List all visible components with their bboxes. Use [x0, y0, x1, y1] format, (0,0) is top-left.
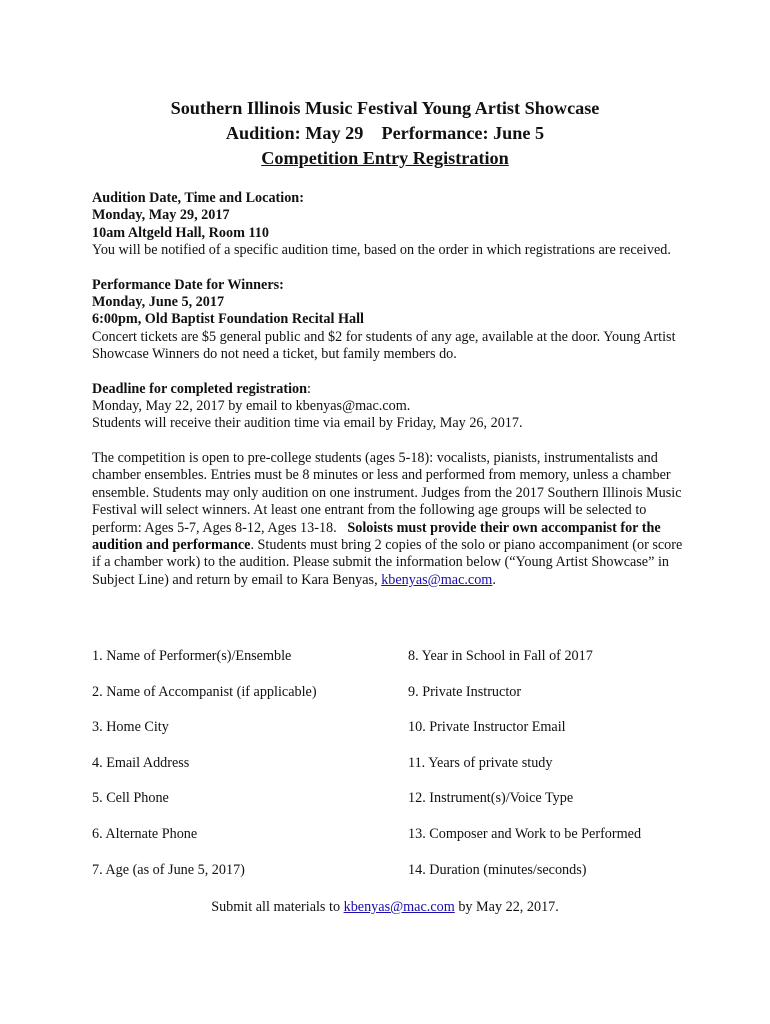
- field-label: 12. Instrument(s)/Voice Type: [408, 790, 574, 807]
- performance-note: Concert tickets are $5 general public and $2 for students of any age, available at the door. Young Artist Showcase Winners do not need a ticket, but family members do.: [92, 328, 676, 363]
- deadline-heading-line: [92, 381, 686, 398]
- audition-date: Monday, May 29, 2017: [92, 207, 230, 224]
- field-row: [92, 719, 692, 755]
- field-row: [92, 790, 692, 826]
- audition-place: 10am Altgeld Hall, Room 110: [92, 224, 269, 241]
- field-list: [92, 648, 692, 897]
- rules-end: .: [492, 571, 496, 588]
- deadline-line-2: Students will receive their audition time via email by Friday, May 26, 2017.: [92, 415, 523, 432]
- rules-paragraph: [92, 450, 686, 589]
- title-block: [0, 96, 770, 171]
- title-line-2: Audition: May 29 Performance: June 5: [225, 123, 545, 143]
- field-label: 14. Duration (minutes/seconds): [408, 861, 587, 878]
- field-label: 6. Alternate Phone: [92, 825, 198, 842]
- field-label: 11. Years of private study: [408, 754, 553, 771]
- audition-section: [92, 190, 686, 260]
- field-label: 10. Private Instructor Email: [408, 719, 566, 736]
- rules-bold: Soloists must provide their own accompanist for the audition and performance: [92, 519, 661, 553]
- field-label: 1. Name of Performer(s)/Ensemble: [92, 648, 292, 664]
- performance-place: 6:00pm, Old Baptist Foundation Recital Hall: [92, 311, 364, 328]
- deadline-colon: :: [307, 380, 311, 397]
- title-line-1: Southern Illinois Music Festival Young Artist Showcase: [170, 98, 600, 118]
- field-label: 2. Name of Accompanist (if applicable): [92, 683, 317, 700]
- footer-email-link[interactable]: kbenyas@mac.com: [343, 899, 455, 915]
- deadline-section: [92, 381, 686, 433]
- rules-text-1: The competition is open to pre-college students (ages 5-18): vocalists, pianists, instrumentalists and chamber ensembles. Entries must be 8 minutes or less and performed from memory, unless a chamber ensemble. Students may only audition on one instrument. Judges from the 2017 Southern Illinois Music Festival will select winners. At least one entrant from the following age groups will be selected to perform: Ages 5-7, Ages 8-12, Ages 13-18.: [92, 449, 686, 536]
- performance-section: [92, 277, 686, 364]
- field-label: 7. Age (as of June 5, 2017): [92, 861, 245, 878]
- deadline-heading: Deadline for completed registration: [92, 380, 308, 397]
- field-label: 9. Private Instructor: [408, 683, 522, 700]
- field-row: [92, 826, 692, 862]
- field-row: [92, 755, 692, 791]
- footer-post: by May 22, 2017.: [454, 899, 559, 915]
- field-label: 8. Year in School in Fall of 2017: [408, 648, 593, 664]
- field-label: 4. Email Address: [92, 754, 190, 771]
- footer-pre: Submit all materials to: [211, 899, 344, 915]
- field-label: 5. Cell Phone: [92, 790, 169, 807]
- rules-text-2: . Students must bring 2 copies of the solo or piano accompaniment (or score if a chamber work) to the audition. Please submit the information below (“Young Artist Showcase” in Subject Line) and return by email to Kara Benyas,: [92, 536, 683, 588]
- rules-email-link[interactable]: kbenyas@mac.com: [381, 571, 493, 588]
- footer-line: [0, 899, 770, 916]
- audition-note: You will be notified of a specific audition time, based on the order in which registrations are received.: [92, 242, 671, 259]
- field-row: [92, 862, 692, 898]
- audition-heading: Audition Date, Time and Location:: [92, 190, 304, 206]
- field-row: [92, 684, 692, 720]
- field-row: [92, 648, 692, 684]
- document-body: [92, 190, 686, 589]
- field-label: 3. Home City: [92, 719, 169, 736]
- performance-heading: Performance Date for Winners:: [92, 276, 284, 293]
- field-label: 13. Composer and Work to be Performed: [408, 825, 642, 842]
- title-line-3: Competition Entry Registration: [261, 148, 509, 168]
- performance-date: Monday, June 5, 2017: [92, 294, 225, 311]
- deadline-line-1: Monday, May 22, 2017 by email to kbenyas@mac.com.: [92, 398, 411, 415]
